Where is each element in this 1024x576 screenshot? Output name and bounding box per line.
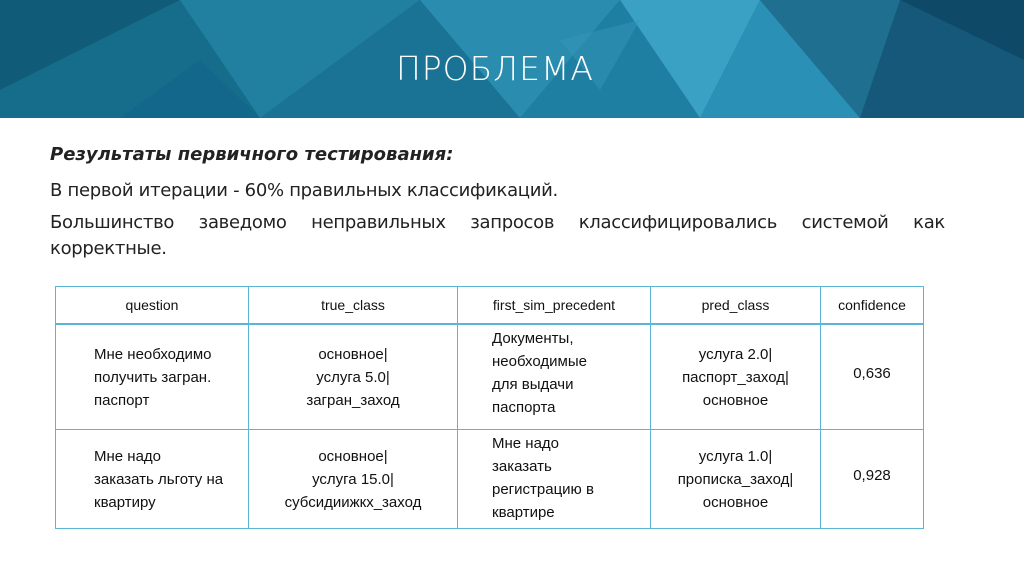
slide-header-banner <box>0 0 1024 118</box>
cell-line: услуга 5.0| <box>316 368 390 386</box>
cell-line: квартиру <box>94 493 156 511</box>
cell-line: Документы, <box>492 330 574 347</box>
cell-line: прописка_заход| <box>677 470 794 488</box>
cell-line: квартире <box>492 504 555 521</box>
cell-line: получить загран. <box>94 368 212 386</box>
cell-pred-class <box>651 324 821 430</box>
cell-confidence: 0,928 <box>821 430 924 529</box>
cell-line: регистрацию в <box>492 481 594 498</box>
cell-line: услуга 1.0| <box>698 447 773 465</box>
header-question: question <box>56 287 249 325</box>
table-row <box>56 430 924 529</box>
cell-true-class <box>249 430 458 529</box>
results-table <box>55 286 924 529</box>
header-true-class: true_class <box>249 287 458 325</box>
cell-line: основное| <box>318 447 388 465</box>
cell-pred-class <box>651 430 821 529</box>
cell-line: Мне надо <box>94 447 162 465</box>
header-confidence: confidence <box>821 287 924 325</box>
cell-line: загран_заход <box>306 391 400 409</box>
table-row <box>56 324 924 430</box>
cell-question <box>56 430 249 529</box>
cell-true-class <box>249 324 458 430</box>
cell-line: паспорт <box>94 391 150 409</box>
cell-line: основное| <box>318 345 388 363</box>
cell-line: Мне необходимо <box>94 345 212 363</box>
cell-question <box>56 324 249 430</box>
cell-line: для выдачи <box>492 376 574 393</box>
cell-line: заказать <box>492 458 552 475</box>
cell-line: необходимые <box>492 353 587 370</box>
cell-line: субсидиижкх_заход <box>284 493 422 511</box>
cell-line: заказать льготу на <box>94 470 224 488</box>
cell-line: паспорта <box>492 399 556 416</box>
table-header-row <box>56 287 924 325</box>
cell-first-sim-precedent <box>458 324 651 430</box>
misclassification-note: Большинство заведомо неправильных запросов классифицировались системой как корректные. <box>50 212 945 259</box>
slide-body <box>50 140 945 262</box>
cell-confidence: 0,636 <box>821 324 924 430</box>
results-subtitle: Результаты первичного тестирования: <box>50 144 454 165</box>
cell-line: услуга 2.0| <box>698 345 773 363</box>
cell-line: основное <box>702 493 769 511</box>
cell-line: основное <box>702 391 769 409</box>
iteration-summary: В первой итерации - 60% правильных классификаций. <box>50 180 558 201</box>
cell-line: услуга 15.0| <box>312 470 394 488</box>
cell-line: паспорт_заход| <box>682 368 789 386</box>
header-first-sim-precedent: first_sim_precedent <box>458 287 651 325</box>
cell-line: Мне надо <box>492 435 560 452</box>
header-pred-class: pred_class <box>651 287 821 325</box>
slide-title: ПРОБЛЕМА <box>395 49 595 88</box>
cell-first-sim-precedent <box>458 430 651 529</box>
